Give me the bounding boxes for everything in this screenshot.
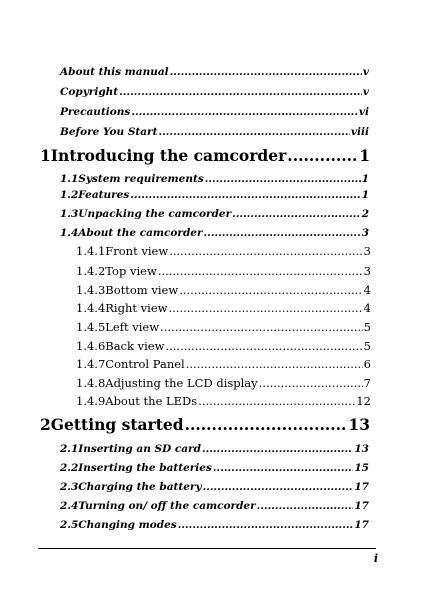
section-page: 17 xyxy=(354,519,369,531)
dot-leader xyxy=(178,519,354,531)
dot-leader xyxy=(204,227,361,239)
section-title: About the camcorder xyxy=(78,227,203,239)
toc-section-2-1[interactable] xyxy=(60,443,369,455)
section-number: 1.3 xyxy=(60,208,79,220)
toc-entry-title: Before You Start xyxy=(60,126,158,138)
section-title: Inserting the batteries xyxy=(78,462,212,474)
section-number: 1.4 xyxy=(60,227,79,239)
section-number: 2.1 xyxy=(60,443,79,455)
toc-entry-page: v xyxy=(362,66,369,78)
toc-entry-page: viii xyxy=(350,126,369,138)
dot-leader xyxy=(203,481,354,493)
dot-leader xyxy=(259,376,363,390)
section-page: 15 xyxy=(354,462,369,474)
section-number: 1.2 xyxy=(60,189,79,201)
dot-leader xyxy=(158,264,363,278)
footer-divider xyxy=(38,548,376,549)
toc-section-2-3[interactable] xyxy=(60,481,369,493)
toc-entry-title: About this manual xyxy=(60,66,169,78)
section-title: Changing modes xyxy=(78,519,177,531)
toc-subsection-1-4-9[interactable] xyxy=(76,394,371,408)
toc-entry-about-this-manual[interactable] xyxy=(60,66,369,78)
toc-section-2-4[interactable] xyxy=(60,500,369,512)
toc-subsection-1-4-7[interactable] xyxy=(76,357,371,371)
subsection-page: 5 xyxy=(363,339,371,353)
toc-subsection-1-4-8[interactable] xyxy=(76,376,371,390)
dot-leader xyxy=(257,500,354,512)
subsection-title: Top view xyxy=(105,264,157,278)
subsection-number: 1.4.2 xyxy=(76,264,106,278)
dot-leader xyxy=(169,244,362,258)
dot-leader xyxy=(185,415,348,434)
toc-entry-copyright[interactable] xyxy=(60,86,369,98)
toc-section-1-2[interactable] xyxy=(60,189,369,201)
chapter-number: 1 xyxy=(40,146,51,165)
section-title: Turning on/ off the camcorder xyxy=(78,500,256,512)
section-number: 2.3 xyxy=(60,481,79,493)
subsection-number: 1.4.1 xyxy=(76,244,106,258)
section-title: Charging the battery xyxy=(78,481,202,493)
subsection-page: 7 xyxy=(363,376,371,390)
dot-leader xyxy=(170,66,362,78)
toc-entry-page: vi xyxy=(358,106,369,118)
dot-leader xyxy=(213,462,353,474)
subsection-title: Left view xyxy=(105,320,160,334)
section-title: System requirements xyxy=(78,173,204,185)
subsection-page: 6 xyxy=(363,357,371,371)
subsection-page: 4 xyxy=(363,301,371,315)
subsection-page: 12 xyxy=(356,394,371,408)
dot-leader xyxy=(232,208,361,220)
dot-leader xyxy=(186,357,363,371)
section-number: 2.4 xyxy=(60,500,79,512)
dot-leader xyxy=(198,394,355,408)
subsection-page: 5 xyxy=(363,320,371,334)
toc-section-1-3[interactable] xyxy=(60,208,369,220)
dot-leader xyxy=(158,126,349,138)
toc-entry-title: Copyright xyxy=(60,86,119,98)
toc-chapter-2[interactable] xyxy=(40,415,370,434)
subsection-number: 1.4.8 xyxy=(76,376,106,390)
toc-chapter-1[interactable] xyxy=(40,146,370,165)
dot-leader xyxy=(202,443,353,455)
subsection-page: 4 xyxy=(363,283,371,297)
section-page: 17 xyxy=(354,481,369,493)
section-page: 17 xyxy=(354,500,369,512)
chapter-page: 1 xyxy=(359,146,370,165)
dot-leader xyxy=(179,283,362,297)
toc-section-2-5[interactable] xyxy=(60,519,369,531)
section-number: 2.5 xyxy=(60,519,79,531)
subsection-title: Adjusting the LCD display xyxy=(105,376,258,390)
subsection-number: 1.4.5 xyxy=(76,320,106,334)
subsection-title: Right view xyxy=(105,301,168,315)
subsection-number: 1.4.7 xyxy=(76,357,106,371)
toc-subsection-1-4-3[interactable] xyxy=(76,283,371,297)
toc-subsection-1-4-2[interactable] xyxy=(76,264,371,278)
subsection-page: 3 xyxy=(363,264,371,278)
dot-leader xyxy=(168,301,362,315)
toc-subsection-1-4-5[interactable] xyxy=(76,320,371,334)
subsection-number: 1.4.3 xyxy=(76,283,106,297)
dot-leader xyxy=(165,339,362,353)
chapter-page: 13 xyxy=(348,415,370,434)
section-page: 2 xyxy=(361,208,369,220)
chapter-title: Getting started xyxy=(50,415,184,434)
section-title: Features xyxy=(78,189,130,201)
toc-subsection-1-4-4[interactable] xyxy=(76,301,371,315)
dot-leader xyxy=(160,320,363,334)
subsection-title: Control Panel xyxy=(105,357,185,371)
section-number: 2.2 xyxy=(60,462,79,474)
toc-entry-precautions[interactable] xyxy=(60,106,369,118)
section-title: Inserting an SD card xyxy=(78,443,201,455)
page-number: i xyxy=(373,552,378,565)
toc-section-1-4[interactable] xyxy=(60,227,369,239)
section-page: 3 xyxy=(361,227,369,239)
section-page: 1 xyxy=(361,173,369,185)
toc-section-1-1[interactable] xyxy=(60,173,369,185)
subsection-title: About the LEDs xyxy=(105,394,198,408)
toc-subsection-1-4-1[interactable] xyxy=(76,244,371,258)
dot-leader xyxy=(287,146,358,165)
toc-entry-page: v xyxy=(362,86,369,98)
dot-leader xyxy=(119,86,362,98)
subsection-title: Front view xyxy=(105,244,169,258)
subsection-number: 1.4.6 xyxy=(76,339,106,353)
section-number: 1.1 xyxy=(60,173,79,185)
section-page: 1 xyxy=(361,189,369,201)
dot-leader xyxy=(131,106,358,118)
chapter-title: Introducing the camcorder xyxy=(50,146,287,165)
subsection-title: Back view xyxy=(105,339,165,353)
toc-subsection-1-4-6[interactable] xyxy=(76,339,371,353)
dot-leader xyxy=(130,189,360,201)
chapter-number: 2 xyxy=(40,415,51,434)
subsection-title: Bottom view xyxy=(105,283,179,297)
dot-leader xyxy=(205,173,361,185)
subsection-page: 3 xyxy=(363,244,371,258)
toc-entry-title: Precautions xyxy=(60,106,131,118)
subsection-number: 1.4.4 xyxy=(76,301,106,315)
toc-entry-before-you-start[interactable] xyxy=(60,126,369,138)
toc-section-2-2[interactable] xyxy=(60,462,369,474)
section-title: Unpacking the camcorder xyxy=(78,208,232,220)
subsection-number: 1.4.9 xyxy=(76,394,106,408)
section-page: 13 xyxy=(354,443,369,455)
